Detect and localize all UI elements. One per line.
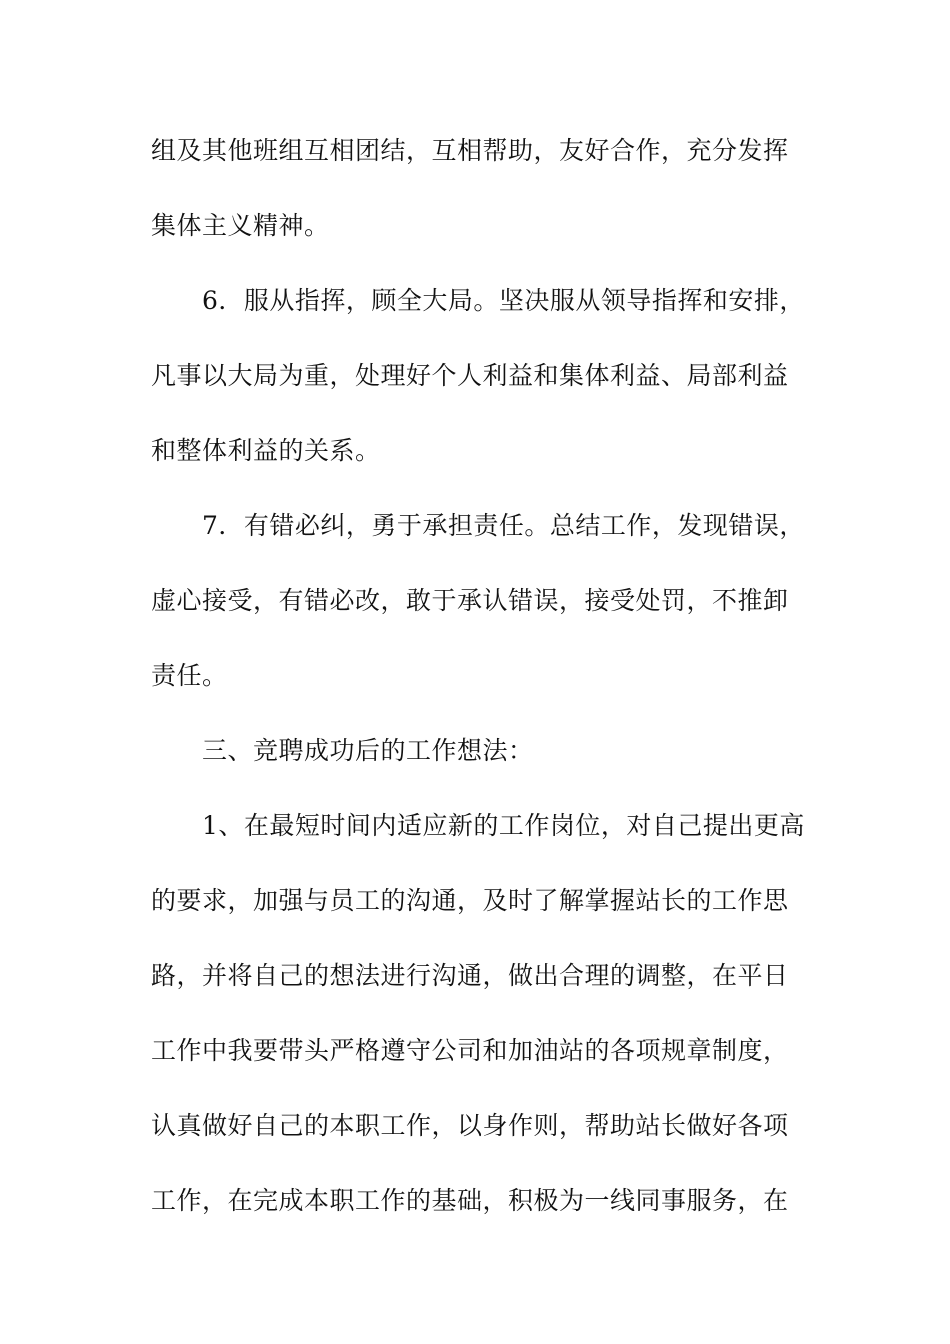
text-line: 1、在最短时间内适应新的工作岗位，对自己提出更高 [202, 811, 805, 840]
text-line: 工作，在完成本职工作的基础，积极为一线同事服务，在 [151, 1186, 789, 1215]
text-line: 集体主义精神。 [151, 211, 330, 240]
text-line: 路，并将自己的想法进行沟通，做出合理的调整，在平日 [151, 961, 789, 990]
text-line: 认真做好自己的本职工作，以身作则，帮助站长做好各项 [151, 1111, 789, 1140]
text-line: 6．服从指挥，顾全大局。坚决服从领导指挥和安排， [202, 286, 805, 315]
text-line: 虚心接受，有错必改，敢于承认错误，接受处罚，不推卸 [151, 586, 789, 615]
text-line: 工作中我要带头严格遵守公司和加油站的各项规章制度， [151, 1036, 789, 1065]
text-line: 和整体利益的关系。 [151, 436, 381, 465]
text-line: 责任。 [151, 661, 228, 690]
text-line: 凡事以大局为重，处理好个人利益和集体利益、局部利益 [151, 361, 789, 390]
section-heading: 三、竞聘成功后的工作想法： [202, 736, 534, 765]
text-line: 的要求，加强与员工的沟通，及时了解掌握站长的工作思 [151, 886, 789, 915]
text-line: 7．有错必纠，勇于承担责任。总结工作，发现错误， [202, 511, 805, 540]
text-line: 组及其他班组互相团结，互相帮助，友好合作，充分发挥 [151, 136, 789, 165]
